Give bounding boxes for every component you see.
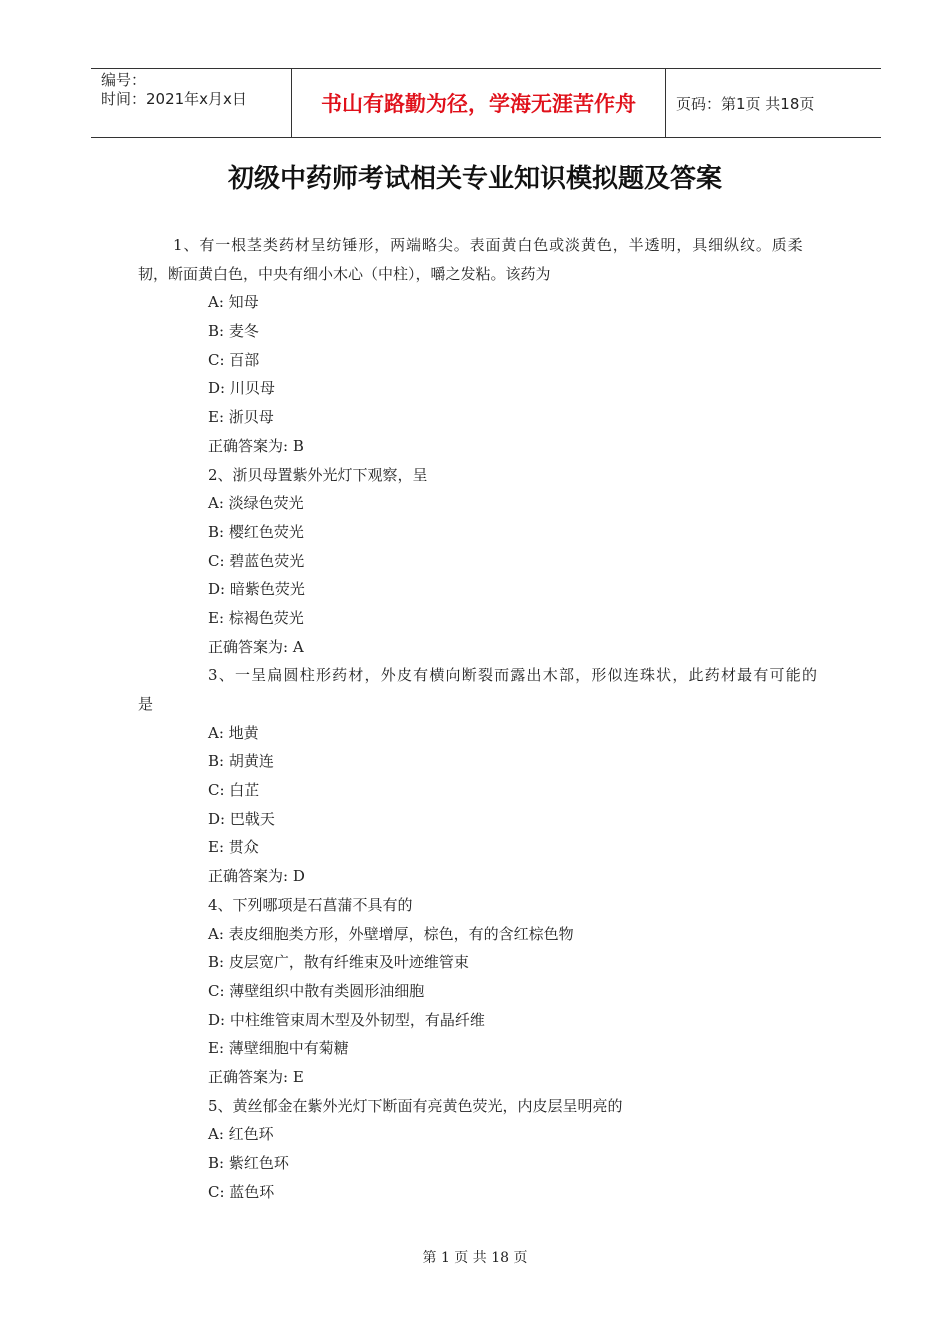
text-line: 正确答案为: A [208,637,304,656]
text-line: B: 紫红色环 [208,1154,289,1172]
text-line: A: 表皮细胞类方形，外壁增厚，棕色，有的含红棕色物 [208,924,574,943]
header-page-info: 页码：第1页 共18页 [676,94,815,113]
document-title: 初级中药师考试相关专业知识模拟题及答案 [227,164,722,194]
text-line: E: 薄壁细胞中有菊糖 [208,1039,349,1058]
question-content [138,231,838,1206]
text-line: D: 巴戟天 [208,809,275,828]
number-label: 编号： [101,71,147,89]
header-motto: 书山有路勤为径，学海无涯苦作舟 [292,69,666,137]
text-line: E: 浙贝母 [208,408,274,427]
text-line: C: 百部 [208,350,260,369]
text-line: C: 白芷 [208,781,260,800]
text-line: 是 [138,695,154,713]
text-line: 1、有一根茎类药材呈纺锤形，两端略尖。表面黄白色或淡黄色，半透明，具细纵纹。质柔 [173,236,804,254]
text-line: 正确答案为: E [208,1067,304,1086]
page-header [91,68,881,138]
text-line: A: 红色环 [208,1125,274,1144]
text-line: B: 樱红色荧光 [208,522,304,541]
text-line: 4、下列哪项是石菖蒲不具有的 [208,895,413,914]
text-line: C: 蓝色环 [208,1182,275,1201]
text-line: E: 棕褐色荧光 [208,608,304,627]
text-line: A: 知母 [208,293,259,312]
text-line: C: 碧蓝色荧光 [208,551,305,570]
text-line: A: 淡绿色荧光 [208,494,304,513]
text-line: D: 中柱维管束周木型及外韧型，有晶纤维 [208,1010,485,1029]
text-line: 3、一呈扁圆柱形药材，外皮有横向断裂而露出木部，形似连珠状，此药材最有可能的 [208,666,819,685]
text-line: 正确答案为: B [208,436,304,455]
text-line: C: 薄壁组织中散有类圆形油细胞 [208,981,425,1000]
text-line: D: 暗紫色荧光 [208,580,305,599]
text-line: E: 贯众 [208,838,259,857]
time-label: 时间：2021年x月x日 [101,90,247,108]
text-line: B: 胡黄连 [208,752,274,771]
text-line: D: 川贝母 [208,379,275,398]
text-line: 正确答案为: D [208,867,305,886]
text-line: B: 皮层宽广，散有纤维束及叶迹维管束 [208,953,469,972]
header-left-cell [91,69,292,137]
text-line: 5、黄丝郁金在紫外光灯下断面有亮黄色荧光，内皮层呈明亮的 [208,1096,623,1115]
text-line: B: 麦冬 [208,322,259,341]
text-line: 韧，断面黄白色，中央有细小木心（中柱），嚼之发粘。该药为 [138,264,551,283]
text-line: 2、浙贝母置紫外光灯下观察，呈 [208,465,428,484]
page-footer: 第 1 页 共 18 页 [422,1250,528,1266]
text-line: A: 地黄 [208,723,259,742]
